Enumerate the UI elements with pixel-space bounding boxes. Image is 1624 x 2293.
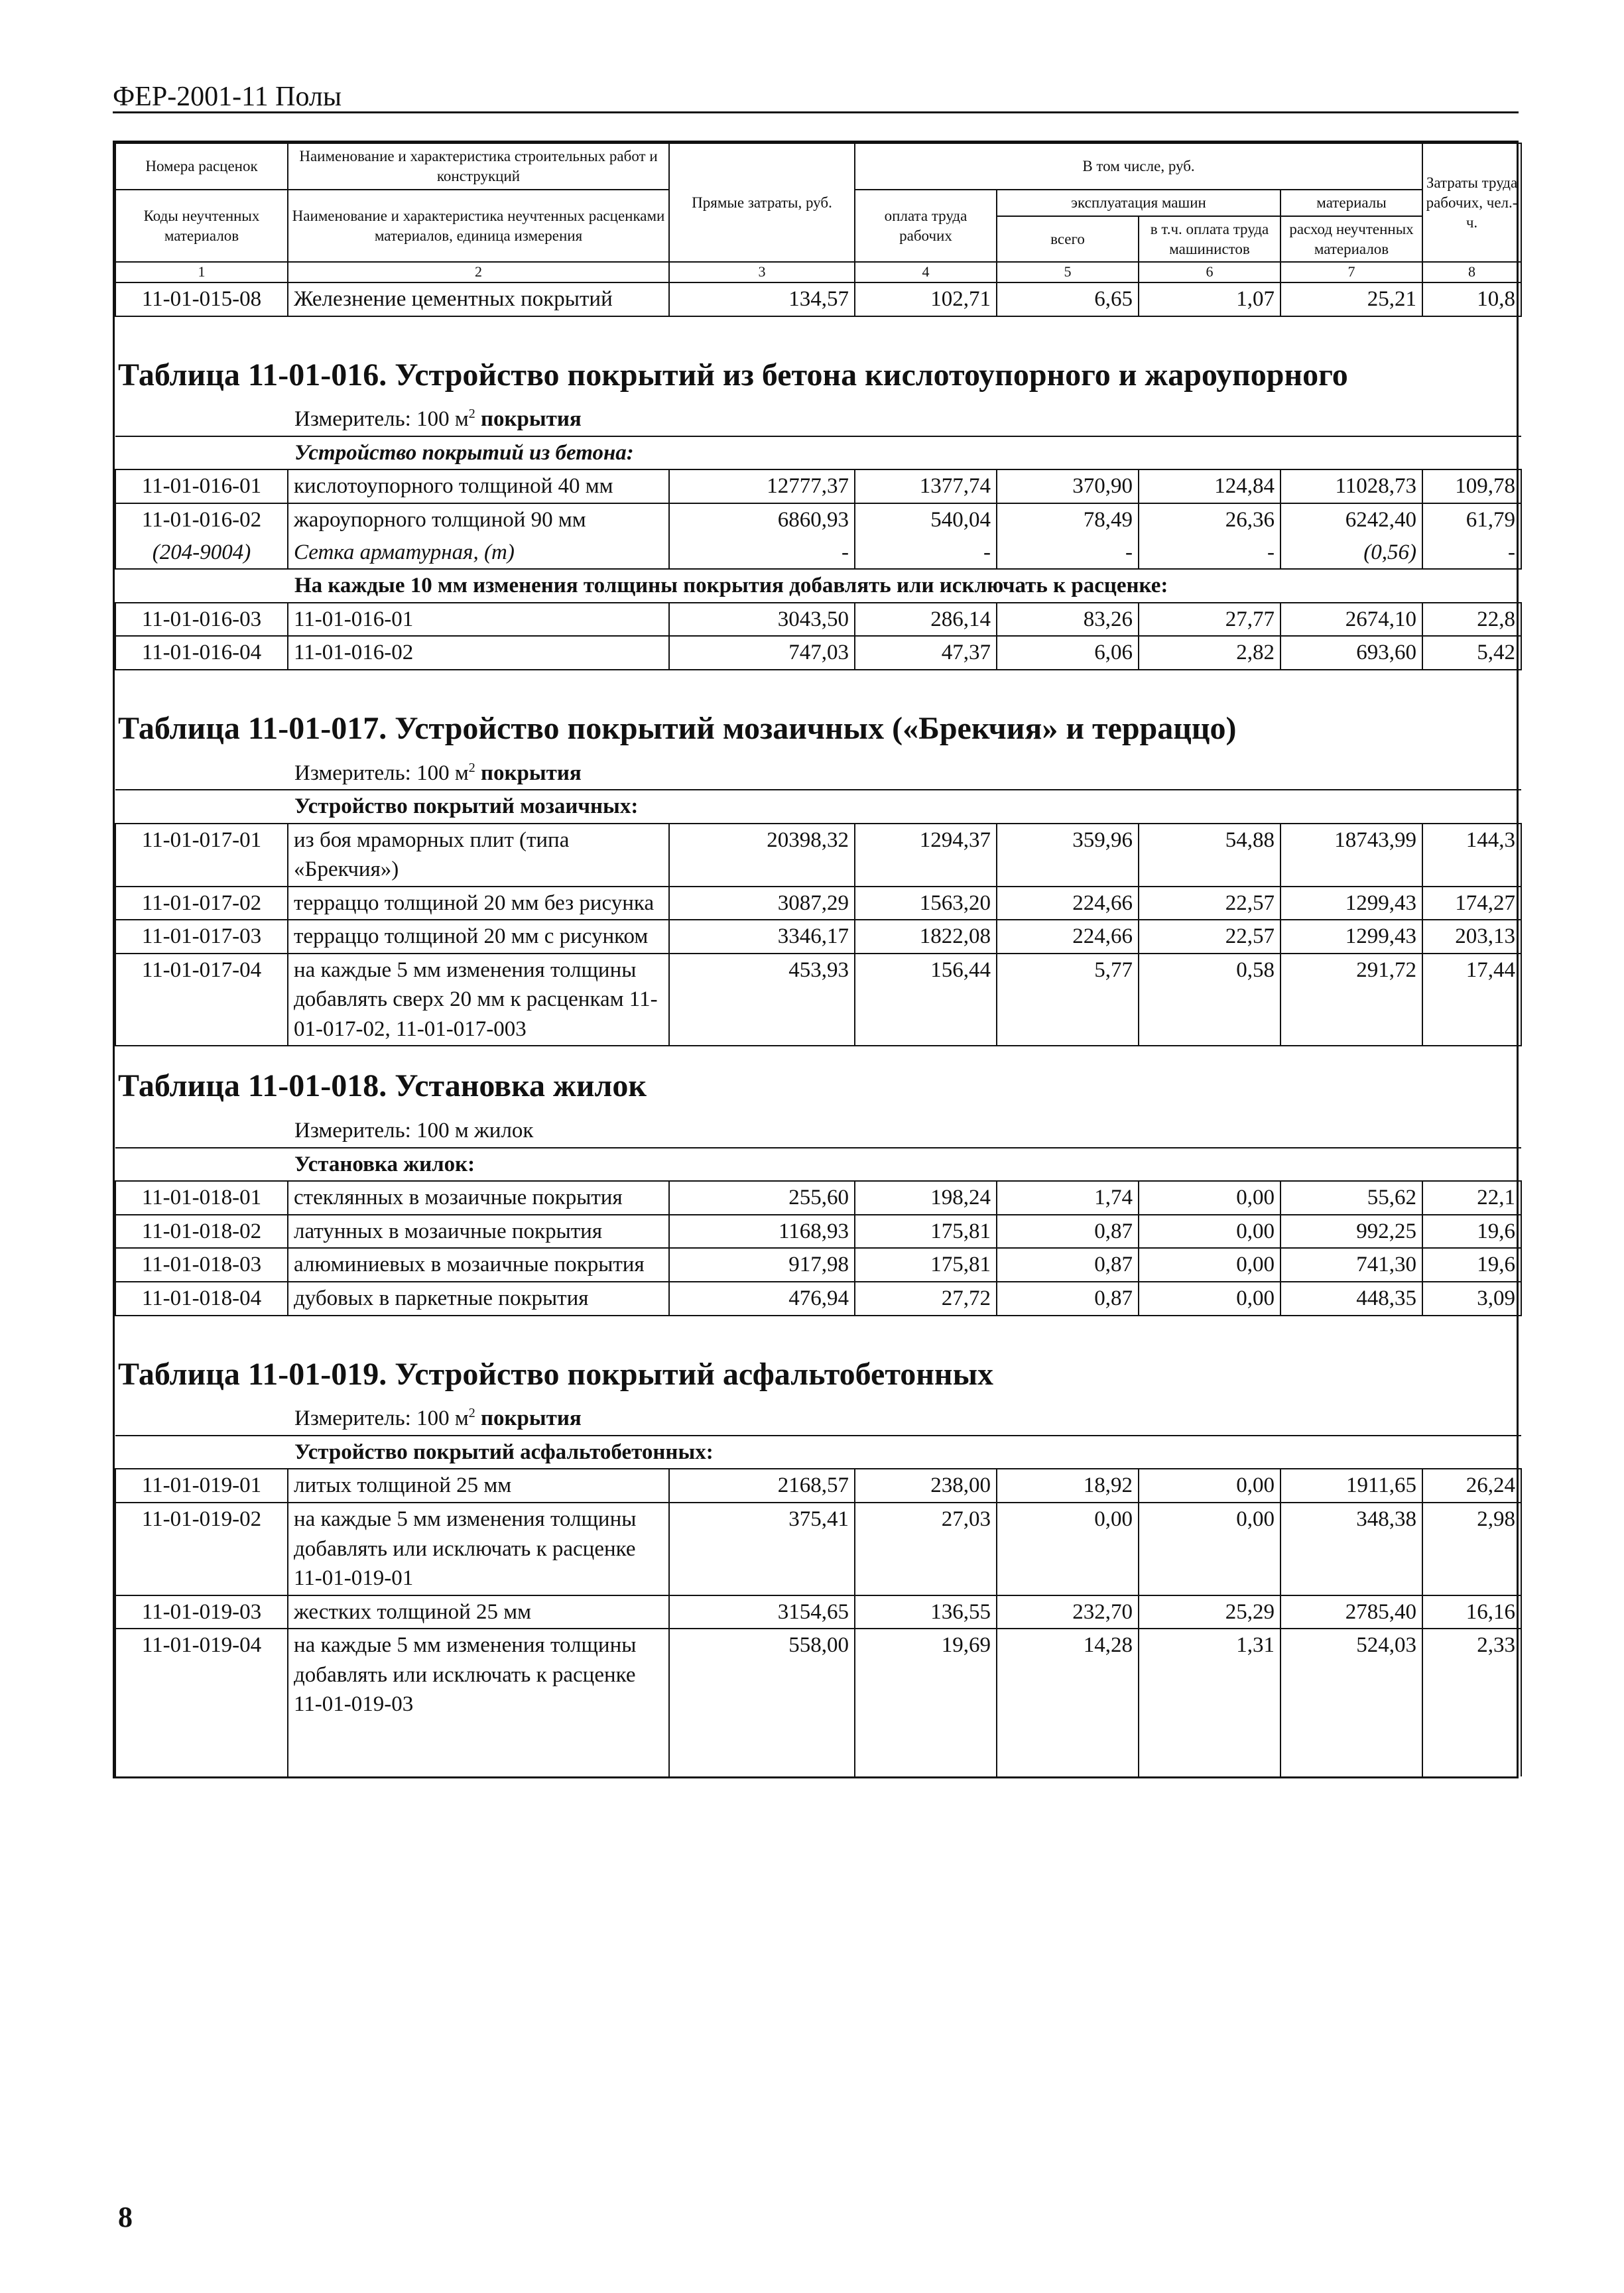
- workers-pay: 1377,74: [855, 469, 997, 503]
- table-title: Таблица 11-01-018. Установка жилок: [118, 1068, 647, 1104]
- workers-pay: 19,69: [855, 1629, 997, 1721]
- measure-unit: Измеритель: 100 м жилок: [115, 1112, 1521, 1148]
- page-header: ФЕР-2001-11 Полы: [113, 82, 342, 112]
- rate-code: 11-01-016-01: [115, 469, 288, 503]
- head-labor-hours: Затраты труда рабочих, чел.-ч.: [1422, 143, 1521, 262]
- labor-hours: 174,27: [1422, 887, 1521, 920]
- labor-hours: 10,8: [1422, 282, 1521, 316]
- rate-code: 11-01-019-02: [115, 1503, 288, 1595]
- materials: 1299,43: [1280, 920, 1422, 954]
- machines-total: 1,74: [997, 1181, 1139, 1215]
- table-row: [115, 636, 1521, 670]
- head-machinists-pay: в т.ч. оплата труда машинистов: [1139, 216, 1280, 263]
- rate-name: на каждые 5 мм изменения толщины добавлять или исключать к расценке 11-01-019-03: [288, 1629, 669, 1721]
- header-rule: [113, 111, 1519, 113]
- tail-cell: [855, 1721, 997, 1776]
- rate-name: жароупорного толщиной 90 мм: [288, 503, 669, 536]
- materials: 992,25: [1280, 1215, 1422, 1249]
- head-num: 4: [855, 262, 997, 282]
- rate-name: стеклянных в мозаичные покрытия: [288, 1181, 669, 1215]
- labor-hours: 26,24: [1422, 1469, 1521, 1503]
- direct-costs: 476,94: [669, 1282, 855, 1316]
- head-col2-top: Наименование и характеристика строительных работ и конструкций: [288, 143, 669, 190]
- group-heading: На каждые 10 мм изменения толщины покрытия добавлять или исключать к расценке:: [115, 569, 1521, 603]
- materials: (0,56): [1280, 536, 1422, 570]
- material-row: [115, 536, 1521, 570]
- spacer: [115, 670, 1521, 701]
- workers-pay: 27,72: [855, 1282, 997, 1316]
- labor-hours: 144,3: [1422, 824, 1521, 887]
- measure-unit: Измеритель: 100 $м^2$ покрытия: [115, 1400, 1521, 1436]
- rate-code: 11-01-017-02: [115, 887, 288, 920]
- head-num: 5: [997, 262, 1139, 282]
- workers-pay: 156,44: [855, 954, 997, 1046]
- head-col2-bottom: Наименование и характеристика неучтенных расценками материалов, единица измерения: [288, 190, 669, 263]
- materials: 741,30: [1280, 1248, 1422, 1282]
- labor-hours: 17,44: [1422, 954, 1521, 1046]
- machines-total: 6,06: [997, 636, 1139, 670]
- table-row: [115, 824, 1521, 887]
- machines-total: 0,87: [997, 1282, 1139, 1316]
- table-row: [115, 887, 1521, 920]
- tail-cell: [997, 1721, 1139, 1776]
- labor-hours: 19,6: [1422, 1248, 1521, 1282]
- table-row: [115, 1503, 1521, 1595]
- direct-costs: 134,57: [669, 282, 855, 316]
- price-table: [115, 143, 1522, 1776]
- direct-costs: -: [669, 536, 855, 570]
- machines-total: 0,00: [997, 1503, 1139, 1595]
- rate-code: 11-01-016-02: [115, 503, 288, 536]
- measure-unit: Измеритель: 100 $м^2$ покрытия: [115, 401, 1521, 436]
- machinists-pay: 1,07: [1139, 282, 1280, 316]
- machinists-pay: 0,00: [1139, 1181, 1280, 1215]
- direct-costs: 3154,65: [669, 1595, 855, 1629]
- table-row: [115, 1181, 1521, 1215]
- materials: 55,62: [1280, 1181, 1422, 1215]
- labor-hours: 22,8: [1422, 603, 1521, 637]
- table-title: Таблица 11-01-017. Устройство покрытий мозаичных («Брекчия» и терраццо): [118, 710, 1237, 746]
- workers-pay: 540,04: [855, 503, 997, 536]
- table-head: [115, 143, 1521, 282]
- material-code: (204-9004): [115, 536, 288, 570]
- materials: 11028,73: [1280, 469, 1422, 503]
- head-materials: материалы: [1280, 190, 1422, 216]
- table-row: [115, 603, 1521, 637]
- table-row: [115, 1215, 1521, 1249]
- rate-name: терраццо толщиной 20 мм без рисунка: [288, 887, 669, 920]
- direct-costs: 3043,50: [669, 603, 855, 637]
- labor-hours: 2,98: [1422, 1503, 1521, 1595]
- rate-name: дубовых в паркетные покрытия: [288, 1282, 669, 1316]
- machinists-pay: 54,88: [1139, 824, 1280, 887]
- machinists-pay: 2,82: [1139, 636, 1280, 670]
- rate-name: из боя мраморных плит (типа «Брекчия»): [288, 824, 669, 887]
- machinists-pay: 22,57: [1139, 920, 1280, 954]
- table-row: [115, 503, 1521, 536]
- direct-costs: 6860,93: [669, 503, 855, 536]
- table-row: [115, 954, 1521, 1046]
- labor-hours: 19,6: [1422, 1215, 1521, 1249]
- head-workers-pay: оплата труда рабочих: [855, 190, 997, 263]
- machinists-pay: 1,31: [1139, 1629, 1280, 1721]
- machinists-pay: 0,00: [1139, 1469, 1280, 1503]
- table-row: [115, 920, 1521, 954]
- direct-costs: 375,41: [669, 1503, 855, 1595]
- machines-total: 78,49: [997, 503, 1139, 536]
- machines-total: 359,96: [997, 824, 1139, 887]
- workers-pay: 47,37: [855, 636, 997, 670]
- head-materials-sub: расход неучтенных материалов: [1280, 216, 1422, 263]
- head-machines: эксплуатация машин: [997, 190, 1280, 216]
- rate-code: 11-01-017-04: [115, 954, 288, 1046]
- workers-pay: 136,55: [855, 1595, 997, 1629]
- machines-total: 370,90: [997, 469, 1139, 503]
- materials: 25,21: [1280, 282, 1422, 316]
- direct-costs: 453,93: [669, 954, 855, 1046]
- materials: 2785,40: [1280, 1595, 1422, 1629]
- head-num: 7: [1280, 262, 1422, 282]
- direct-costs: 20398,32: [669, 824, 855, 887]
- machinists-pay: 27,77: [1139, 603, 1280, 637]
- rate-code: 11-01-019-04: [115, 1629, 288, 1721]
- spacer: [115, 1046, 1521, 1058]
- direct-costs: 917,98: [669, 1248, 855, 1282]
- direct-costs: 255,60: [669, 1181, 855, 1215]
- labor-hours: -: [1422, 536, 1521, 570]
- table-row: [115, 469, 1521, 503]
- group-heading: Устройство покрытий из бетона:: [115, 436, 1521, 470]
- workers-pay: 102,71: [855, 282, 997, 316]
- machines-total: 224,66: [997, 887, 1139, 920]
- price-table-frame: [113, 141, 1519, 1778]
- materials: 1911,65: [1280, 1469, 1422, 1503]
- workers-pay: 27,03: [855, 1503, 997, 1595]
- machines-total: 6,65: [997, 282, 1139, 316]
- table-row: [115, 1629, 1521, 1721]
- machines-total: 0,87: [997, 1215, 1139, 1249]
- workers-pay: 1563,20: [855, 887, 997, 920]
- machinists-pay: 22,57: [1139, 887, 1280, 920]
- measure-unit: Измеритель: 100 $м^2$ покрытия: [115, 755, 1521, 790]
- table-row: [115, 1469, 1521, 1503]
- machinists-pay: 0,00: [1139, 1248, 1280, 1282]
- machinists-pay: 26,36: [1139, 503, 1280, 536]
- machines-total: 224,66: [997, 920, 1139, 954]
- workers-pay: 238,00: [855, 1469, 997, 1503]
- spacer: [115, 1316, 1521, 1347]
- rate-name: алюминиевых в мозаичные покрытия: [288, 1248, 669, 1282]
- rate-name: 11-01-016-01: [288, 603, 669, 637]
- head-including: В том числе, руб.: [855, 143, 1422, 190]
- materials: 6242,40: [1280, 503, 1422, 536]
- rate-name: терраццо толщиной 20 мм с рисунком: [288, 920, 669, 954]
- table-title: Таблица 11-01-016. Устройство покрытий из бетона кислотоупорного и жароупорного: [118, 357, 1348, 393]
- labor-hours: 5,42: [1422, 636, 1521, 670]
- materials: 291,72: [1280, 954, 1422, 1046]
- tail-cell: [1280, 1721, 1422, 1776]
- rate-code: 11-01-016-03: [115, 603, 288, 637]
- machinists-pay: -: [1139, 536, 1280, 570]
- machines-total: 83,26: [997, 603, 1139, 637]
- materials: 2674,10: [1280, 603, 1422, 637]
- rate-name: жестких толщиной 25 мм: [288, 1595, 669, 1629]
- tail-cell: [1139, 1721, 1280, 1776]
- materials: 693,60: [1280, 636, 1422, 670]
- labor-hours: 2,33: [1422, 1629, 1521, 1721]
- machinists-pay: 25,29: [1139, 1595, 1280, 1629]
- machinists-pay: 0,00: [1139, 1282, 1280, 1316]
- rate-code: 11-01-015-08: [115, 282, 288, 316]
- machinists-pay: 124,84: [1139, 469, 1280, 503]
- head-direct-costs: Прямые затраты, руб.: [669, 143, 855, 262]
- table-title: Таблица 11-01-019. Устройство покрытий асфальтобетонных: [118, 1356, 994, 1392]
- rate-code: 11-01-018-01: [115, 1181, 288, 1215]
- rate-code: 11-01-019-03: [115, 1595, 288, 1629]
- tail-cell: [1422, 1721, 1521, 1776]
- group-heading: Установка жилок:: [115, 1148, 1521, 1182]
- machines-total: 232,70: [997, 1595, 1139, 1629]
- rate-name: литых толщиной 25 мм: [288, 1469, 669, 1503]
- workers-pay: -: [855, 536, 997, 570]
- labor-hours: 16,16: [1422, 1595, 1521, 1629]
- spacer: [115, 316, 1521, 347]
- workers-pay: 286,14: [855, 603, 997, 637]
- machinists-pay: 0,00: [1139, 1503, 1280, 1595]
- table-row: [115, 1595, 1521, 1629]
- labor-hours: 3,09: [1422, 1282, 1521, 1316]
- machines-total: 14,28: [997, 1629, 1139, 1721]
- rate-code: 11-01-017-03: [115, 920, 288, 954]
- materials: 1299,43: [1280, 887, 1422, 920]
- machines-total: 0,87: [997, 1248, 1139, 1282]
- table-row: [115, 282, 1521, 316]
- rate-name: на каждые 5 мм изменения толщины добавлять или исключать к расценке 11-01-019-01: [288, 1503, 669, 1595]
- direct-costs: 2168,57: [669, 1469, 855, 1503]
- materials: 524,03: [1280, 1629, 1422, 1721]
- labor-hours: 22,1: [1422, 1181, 1521, 1215]
- direct-costs: 558,00: [669, 1629, 855, 1721]
- head-col1-top: Номера расценок: [115, 143, 288, 190]
- machinists-pay: 0,58: [1139, 954, 1280, 1046]
- group-heading: Устройство покрытий асфальтобетонных:: [115, 1436, 1521, 1469]
- tail-cell: [115, 1721, 288, 1776]
- rate-code: 11-01-016-04: [115, 636, 288, 670]
- materials: 348,38: [1280, 1503, 1422, 1595]
- machinists-pay: 0,00: [1139, 1215, 1280, 1249]
- direct-costs: 747,03: [669, 636, 855, 670]
- workers-pay: 1822,08: [855, 920, 997, 954]
- rate-name: 11-01-016-02: [288, 636, 669, 670]
- rate-code: 11-01-017-01: [115, 824, 288, 887]
- table-row: [115, 1248, 1521, 1282]
- rate-name: Железнение цементных покрытий: [288, 282, 669, 316]
- workers-pay: 1294,37: [855, 824, 997, 887]
- rate-name: латунных в мозаичные покрытия: [288, 1215, 669, 1249]
- rate-code: 11-01-019-01: [115, 1469, 288, 1503]
- machines-total: -: [997, 536, 1139, 570]
- group-heading: Устройство покрытий мозаичных:: [115, 790, 1521, 824]
- head-num: 3: [669, 262, 855, 282]
- head-machines-total: всего: [997, 216, 1139, 263]
- material-name: Сетка арматурная, (т): [288, 536, 669, 570]
- table-tail: [115, 1721, 1521, 1776]
- rate-name: кислотоупорного толщиной 40 мм: [288, 469, 669, 503]
- rate-code: 11-01-018-03: [115, 1248, 288, 1282]
- table-row: [115, 1282, 1521, 1316]
- materials: 448,35: [1280, 1282, 1422, 1316]
- rate-code: 11-01-018-04: [115, 1282, 288, 1316]
- tail-cell: [669, 1721, 855, 1776]
- machines-total: 5,77: [997, 954, 1139, 1046]
- direct-costs: 3346,17: [669, 920, 855, 954]
- head-col1-bottom: Коды неучтенных материалов: [115, 190, 288, 263]
- labor-hours: 61,79: [1422, 503, 1521, 536]
- labor-hours: 203,13: [1422, 920, 1521, 954]
- workers-pay: 175,81: [855, 1215, 997, 1249]
- materials: 18743,99: [1280, 824, 1422, 887]
- tail-cell: [288, 1721, 669, 1776]
- machines-total: 18,92: [997, 1469, 1139, 1503]
- rate-code: 11-01-018-02: [115, 1215, 288, 1249]
- direct-costs: 3087,29: [669, 887, 855, 920]
- direct-costs: 1168,93: [669, 1215, 855, 1249]
- head-num: 8: [1422, 262, 1521, 282]
- head-num: 1: [115, 262, 288, 282]
- head-num: 6: [1139, 262, 1280, 282]
- direct-costs: 12777,37: [669, 469, 855, 503]
- labor-hours: 109,78: [1422, 469, 1521, 503]
- head-num: 2: [288, 262, 669, 282]
- workers-pay: 198,24: [855, 1181, 997, 1215]
- head-number-row: [115, 262, 1521, 282]
- rate-name: на каждые 5 мм изменения толщины добавлять сверх 20 мм к расценкам 11-01-017-02, 11-01-017-003: [288, 954, 669, 1046]
- page-number: 8: [118, 2201, 133, 2233]
- workers-pay: 175,81: [855, 1248, 997, 1282]
